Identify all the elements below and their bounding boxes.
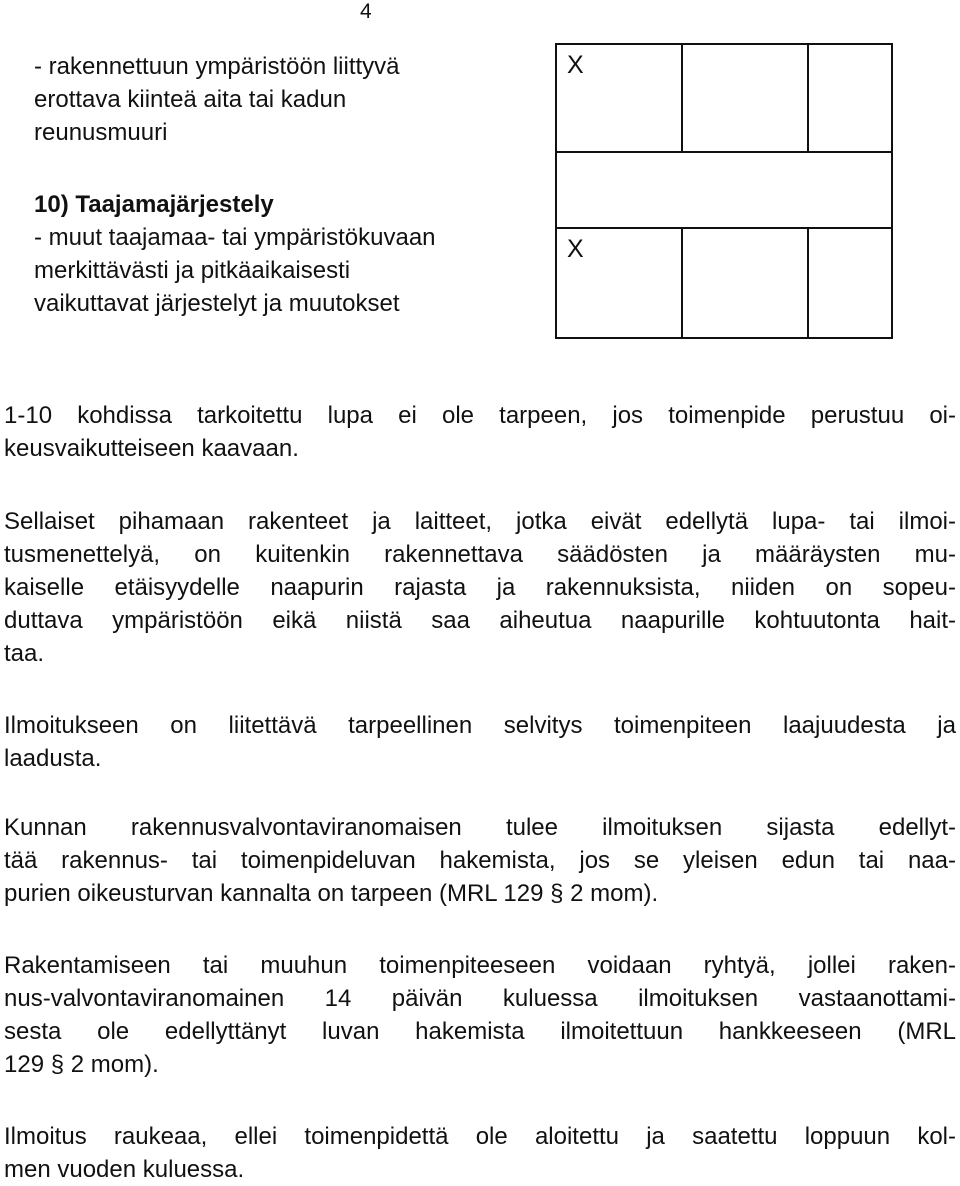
description-line: - rakennettuun ympäristöön liittyvä — [34, 53, 400, 80]
description-line: erottava kiinteä aita tai kadun — [34, 86, 347, 113]
text-line: keusvaikutteiseen kaavaan. — [4, 435, 299, 462]
row-description — [21, 44, 556, 152]
description-line: - muut taajamaa- tai ympäristökuvaan — [34, 224, 436, 251]
empty-cell — [808, 44, 892, 152]
text-line: laadusta. — [4, 745, 102, 772]
text-line: Rakentamiseen tai muuhun toimenpiteeseen voidaan ryhtyä, jollei raken- — [4, 952, 956, 979]
x-mark-cell: X — [556, 228, 682, 338]
description-line: vaikuttavat järjestelyt ja muutokset — [34, 290, 400, 317]
text-line: purien oikeusturvan kannalta on tarpeen (MRL 129 § 2 mom). — [4, 880, 659, 907]
text-line: men vuoden kuluessa. — [4, 1156, 245, 1183]
description-line: merkittävästi ja pitkäaikaisesti — [34, 257, 351, 284]
paragraph-scope-note — [4, 399, 956, 465]
empty-cell — [682, 228, 808, 338]
table-row — [21, 152, 892, 228]
empty-cell — [808, 228, 892, 338]
section-heading: 10) Taajamajärjestely — [34, 191, 274, 218]
paragraph-start-of-work — [4, 949, 956, 1081]
text-line: tää rakennus- tai toimenpideluvan hakemista, jos se yleisen edun tai naa- — [4, 847, 956, 874]
row-description — [21, 152, 556, 338]
text-line: 1-10 kohdissa tarkoitettu lupa ei ole tarpeen, jos toimenpide perustuu oi- — [4, 402, 956, 429]
text-line: taa. — [4, 640, 45, 667]
table-row — [21, 44, 892, 152]
text-line: kaiselle etäisyydelle naapurin rajasta ja rakennuksista, niiden on sopeu- — [4, 574, 956, 601]
permit-table — [21, 43, 893, 339]
text-line: sesta ole edellyttänyt luvan hakemista ilmoitettuun hankkeeseen (MRL — [4, 1018, 956, 1045]
paragraph-authority-requirement — [4, 811, 956, 910]
text-line: tusmenettelyä, on kuitenkin rakennettava säädösten ja määräysten mu- — [4, 541, 956, 568]
description-line: reunusmuuri — [34, 119, 168, 146]
text-line: Kunnan rakennusvalvontaviranomaisen tulee ilmoituksen sijasta edellyt- — [4, 814, 956, 841]
empty-cell — [556, 152, 892, 228]
text-line: Sellaiset pihamaan rakenteet ja laitteet, jotka eivät edellytä lupa- tai ilmoi- — [4, 508, 956, 535]
text-line: nus-valvontaviranomainen 14 päivän kuluessa ilmoituksen vastaanottami- — [4, 985, 956, 1012]
paragraph-attachments — [4, 709, 956, 775]
text-line: Ilmoitus raukeaa, ellei toimenpidettä ole aloitettu ja saatettu loppuun kol- — [4, 1123, 956, 1150]
page-number: 4 — [360, 0, 372, 23]
text-line: Ilmoitukseen on liitettävä tarpeellinen selvitys toimenpiteen laajuudesta ja — [4, 712, 956, 739]
text-line: duttava ympäristöön eikä niistä saa aiheutua naapurille kohtuutonta hait- — [4, 607, 956, 634]
empty-cell — [682, 44, 808, 152]
paragraph-yard-structures — [4, 505, 956, 670]
x-mark-cell: X — [556, 44, 682, 152]
text-line: 129 § 2 mom). — [4, 1051, 159, 1078]
paragraph-expiry — [4, 1120, 956, 1186]
